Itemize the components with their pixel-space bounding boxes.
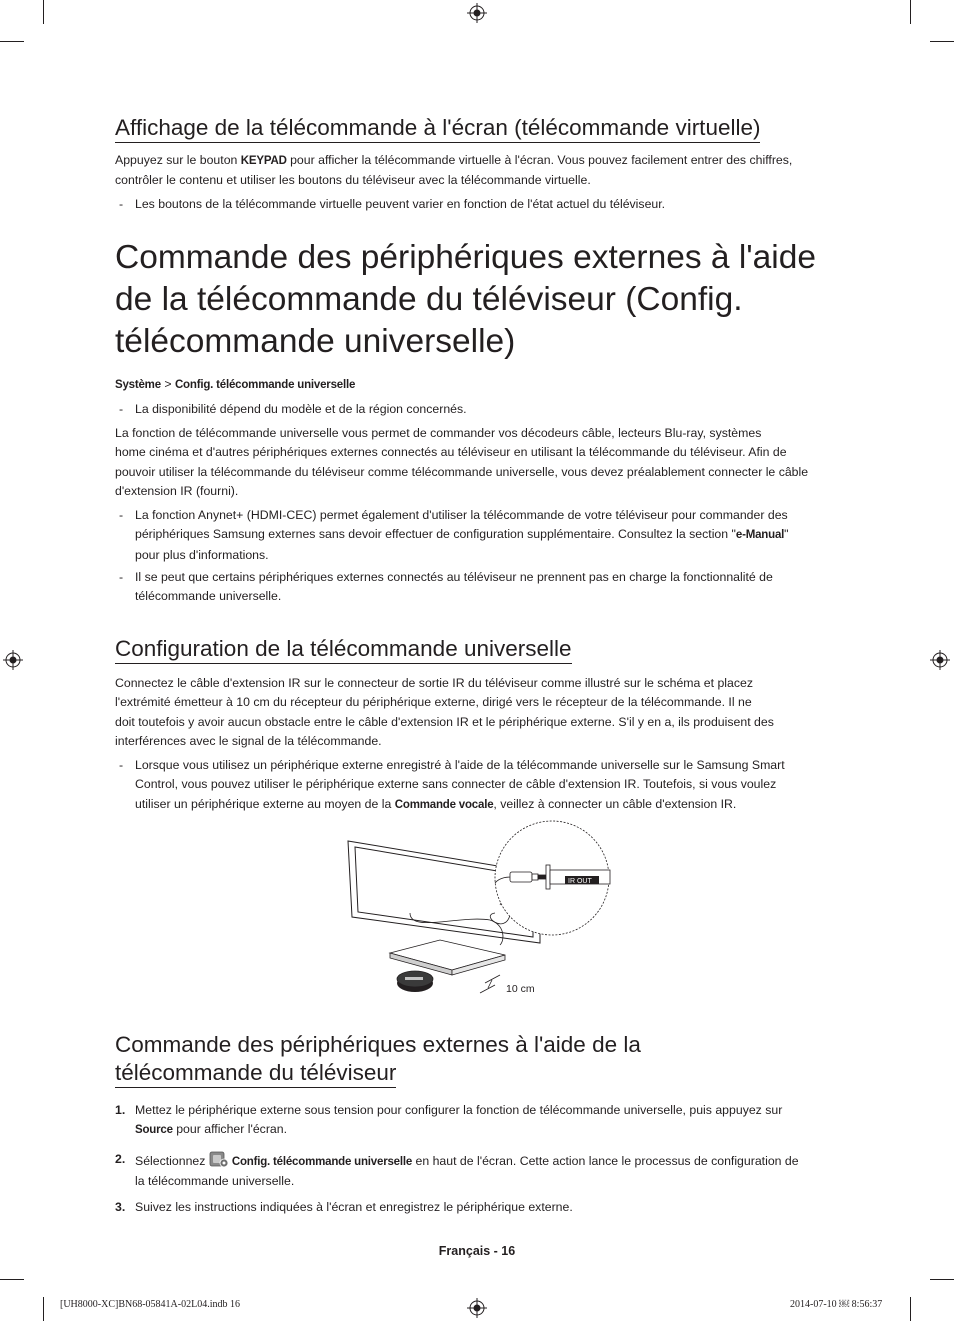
ir-emitter-icon xyxy=(397,971,433,992)
crop-mark xyxy=(43,1297,44,1321)
text: pouvoir utiliser la télécommande du téléviseur comme télécommande universelle, vous devez préalablement connecter le câble xyxy=(115,464,809,479)
section-heading-universal-remote-setup: Configuration de la télécommande universelle xyxy=(115,635,572,664)
menu-path-config: Config. télécommande universelle xyxy=(174,379,356,391)
bullet-dash: - xyxy=(119,402,124,416)
text: Appuyez sur le bouton xyxy=(115,153,241,167)
text: home cinéma et d'autres périphériques externes connectés au téléviseur en utilisant la télécommande du téléviseur. Afin de xyxy=(115,445,787,460)
universal-remote-setup-icon xyxy=(209,1150,229,1168)
heading-line: Commande des périphériques externes à l'aide de la xyxy=(115,1032,641,1057)
text: La fonction Anynet+ (HDMI-CEC) permet également d'utiliser la télécommande de votre téléviseur pour commander des xyxy=(135,508,788,522)
text: télécommande universelle. xyxy=(135,589,282,604)
registration-mark-icon xyxy=(930,650,950,670)
text: Control, vous pouvez utiliser le périphérique externe sans connecter de câble d'extension IR. Toutefois, si vous voulez xyxy=(135,777,777,792)
bullet-note: La disponibilité dépend du modèle et de la région concernés. xyxy=(135,402,467,416)
crop-mark xyxy=(930,41,954,42)
crop-mark xyxy=(930,1279,954,1280)
paragraph xyxy=(115,151,841,191)
title-line: de la télécommande du téléviseur (Config. xyxy=(115,281,743,318)
registration-mark-icon xyxy=(467,1298,487,1318)
text: Mettez le périphérique externe sous tension pour configurer la fonction de télécommande universelle, puis appuyez sur xyxy=(135,1103,783,1117)
title-line: télécommande universelle) xyxy=(115,323,516,360)
step-number: 1. xyxy=(115,1103,126,1117)
menu-path-system: Système xyxy=(115,379,161,391)
text: Il se peut que certains périphériques externes connectés au téléviseur ne prennent pas en charge la fonctionnalité de xyxy=(135,570,773,584)
bullet-dash: - xyxy=(119,758,124,772)
crop-mark xyxy=(43,0,44,24)
text: périphériques Samsung externes sans devoir effectuer de configuration supplémentaire. Consultez la section " xyxy=(135,527,736,542)
external-device-illustration xyxy=(390,940,505,975)
text: Sélectionnez xyxy=(135,1154,209,1168)
title-line: Commande des périphériques externes à l'aide xyxy=(115,239,816,276)
menu-path xyxy=(115,375,841,395)
section-heading-virtual-remote: Affichage de la télécommande à l'écran (télécommande virtuelle) xyxy=(115,114,760,143)
keyword-source: Source xyxy=(135,1124,173,1137)
text: contrôler le contenu et utiliser les boutons du téléviseur avec la télécommande virtuelle. xyxy=(115,173,591,188)
text: Connectez le câble d'extension IR sur le connecteur de sortie IR du téléviseur comme illustré sur le schéma et placez xyxy=(115,676,753,690)
keyword-keypad: KEYPAD xyxy=(240,155,287,167)
step-1 xyxy=(135,1101,835,1141)
text: " xyxy=(784,527,789,542)
bullet-note xyxy=(135,756,835,815)
text: interférences avec le signal de la télécommande. xyxy=(115,733,382,748)
distance-label: 10 cm xyxy=(506,983,535,995)
bullet-dash: - xyxy=(119,508,124,522)
bullet-note xyxy=(135,506,835,565)
step-number: 2. xyxy=(115,1152,126,1166)
text: utiliser un périphérique externe au moyen de la xyxy=(135,796,395,811)
page-title xyxy=(115,237,855,363)
text: la télécommande universelle. xyxy=(135,1174,295,1189)
text: pour afficher la télécommande virtuelle à l'écran. Vous pouvez facilement entrer des chiffres, xyxy=(286,153,793,167)
registration-mark-icon xyxy=(3,650,23,670)
section-heading-control-external-devices xyxy=(115,1031,641,1059)
text: pour afficher l'écran. xyxy=(172,1122,288,1137)
keyword-e-manual: e-Manual xyxy=(735,529,785,542)
step-2 xyxy=(135,1150,835,1192)
text: doit toutefois y avoir aucun obstacle entre le câble d'extension IR et le périphérique externe. S'il y en a, ils produisent des xyxy=(115,714,774,729)
crop-mark xyxy=(910,1297,911,1321)
menu-path-separator: > xyxy=(160,377,175,391)
paragraph xyxy=(115,424,841,501)
keyword-voice-command: Commande vocale xyxy=(394,798,494,811)
text: , veillez à connecter un câble d'extension IR. xyxy=(493,796,737,811)
crop-mark xyxy=(0,1279,24,1280)
bullet-note: Les boutons de la télécommande virtuelle peuvent varier en fonction de l'état actuel du téléviseur. xyxy=(135,197,666,211)
text: pour plus d'informations. xyxy=(135,547,269,562)
keyword-config-universal-remote: Config. télécommande universelle xyxy=(231,1156,413,1168)
text: La fonction de télécommande universelle vous permet de commander vos décodeurs câble, lecteurs Blu-ray, systèmes xyxy=(115,426,762,440)
ir-extension-diagram xyxy=(340,815,620,1005)
paragraph xyxy=(115,674,841,751)
text: en haut de l'écran. Cette action lance le processus de configuration de xyxy=(412,1154,799,1168)
step-3: Suivez les instructions indiquées à l'écran et enregistrez le périphérique externe. xyxy=(135,1200,573,1214)
distance-marker xyxy=(480,975,500,993)
registration-mark-icon xyxy=(467,3,487,23)
bullet-dash: - xyxy=(119,197,124,211)
print-slug-right: 2014-07-10 ￼ 8:56:37 xyxy=(790,1299,883,1310)
section-heading-control-external-devices-line2: télécommande du téléviseur xyxy=(115,1059,396,1088)
bullet-note xyxy=(135,568,835,607)
text: l'extrémité émetteur à 10 cm du récepteur du périphérique externe, dirigé vers le récepteur de la télécommande. Il ne xyxy=(115,695,752,710)
text: Lorsque vous utilisez un périphérique externe enregistré à l'aide de la télécommande universelle sur le Samsung Smart xyxy=(135,758,785,772)
ir-out-port-label: IR OUT xyxy=(568,878,592,885)
crop-mark xyxy=(0,41,24,42)
text: d'extension IR (fourni). xyxy=(115,483,239,498)
print-slug-left: [UH8000-XC]BN68-05841A-02L04.indb 16 xyxy=(60,1299,240,1310)
crop-mark xyxy=(910,0,911,24)
step-number: 3. xyxy=(115,1200,126,1214)
bullet-dash: - xyxy=(119,570,124,584)
page-number: Français - 16 xyxy=(438,1244,516,1258)
